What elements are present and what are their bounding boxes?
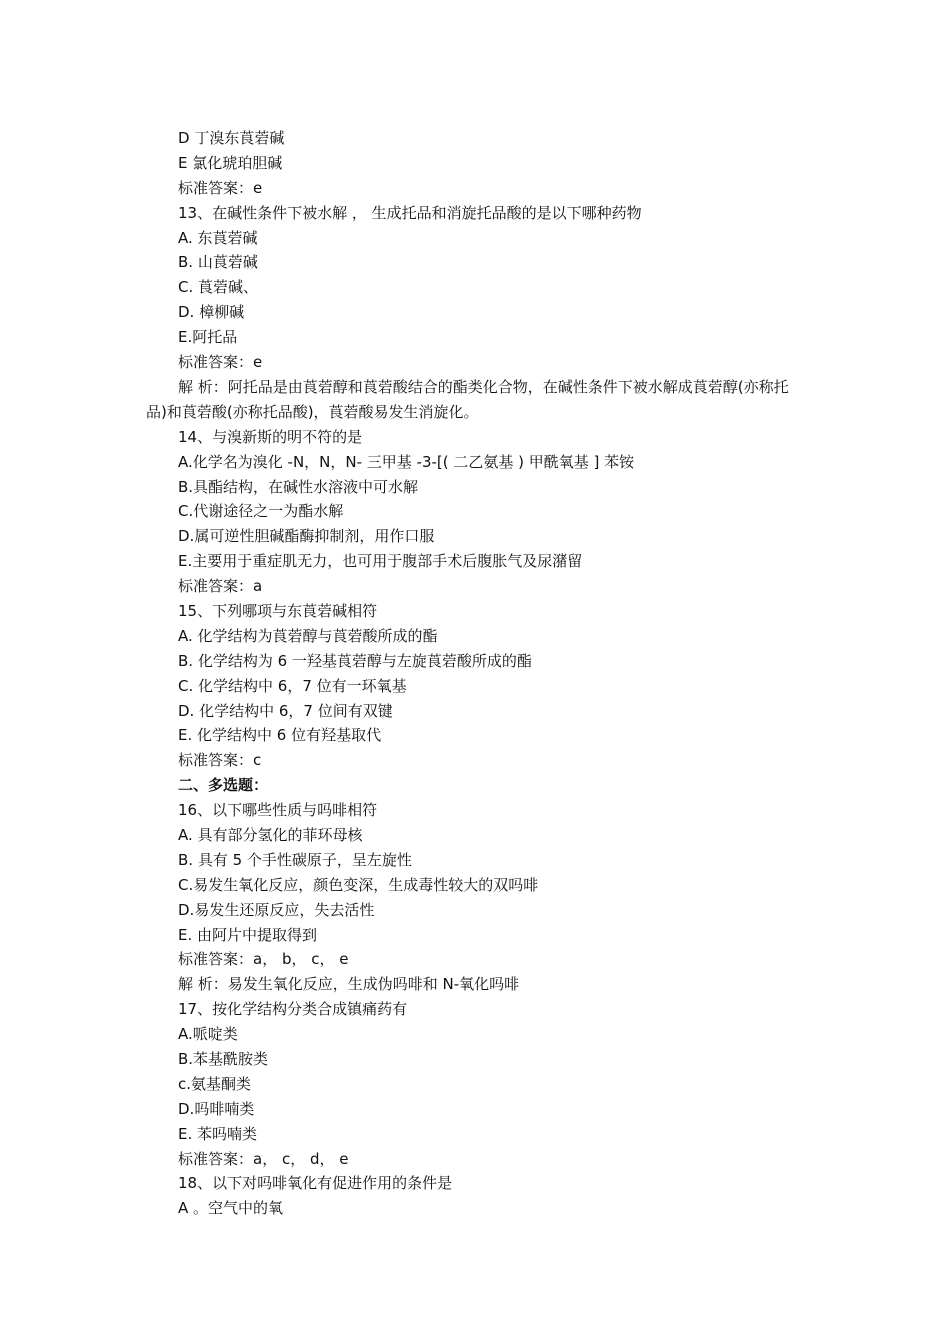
option-line: D.易发生还原反应，失去活性 [178,900,375,919]
document-body [146,126,818,1221]
option-line: C.代谢途径之一为酯水解 [178,502,344,521]
option-line: C. 莨菪碱、 [178,278,259,297]
option-line: C.易发生氧化反应，颜色变深，生成毒性较大的双吗啡 [178,875,539,894]
option-line: B. 具有 5 个手性碳原子，呈左旋性 [178,850,412,869]
explanation-line: 解 析：易发生氧化反应，生成伪吗啡和 N-氧化吗啡 [178,975,520,994]
question-17: 17、按化学结构分类合成镇痛药有 [178,1000,408,1019]
section-heading: 二、多选题： [178,776,269,795]
option-line: c.氨基酮类 [178,1074,252,1093]
option-line: B.苯基酰胺类 [178,1049,269,1068]
option-line: A 。空气中的氧 [178,1199,284,1218]
option-line: E.阿托品 [178,328,238,347]
question-13: 13、在碱性条件下被水解 ， 生成托品和消旋托品酸的是以下哪种药物 [178,203,642,222]
answer-line: 标准答案：e [178,178,263,197]
option-line: B.具酯结构，在碱性水溶液中可水解 [178,477,419,496]
option-line: B. 化学结构为 6 一羟基莨菪醇与左旋莨菪酸所成的酯 [178,651,532,670]
explanation-paragraph: 解 析：阿托品是由莨菪醇和莨菪酸结合的酯类化合物，在碱性条件下被水解成莨菪醇(亦称托品)和莨菪酸(亦称托品酸)，莨菪酸易发生消旋化。 [146,377,789,421]
question-14: 14、与溴新斯的明不符的是 [178,427,363,446]
option-line: C. 化学结构中 6，7 位有一环氧基 [178,676,407,695]
option-line: D.吗啡喃类 [178,1099,255,1118]
option-line: A. 具有部分氢化的菲环母核 [178,825,363,844]
option-line: A. 化学结构为莨菪醇与莨菪酸所成的酯 [178,626,438,645]
option-line: D. 化学结构中 6，7 位间有双键 [178,701,393,720]
option-line: E. 化学结构中 6 位有羟基取代 [178,726,382,745]
option-line: E 氯化琥珀胆碱 [178,153,283,172]
option-line: D. 樟柳碱 [178,303,245,322]
question-18: 18、以下对吗啡氧化有促进作用的条件是 [178,1174,453,1193]
option-line: B. 山莨菪碱 [178,253,258,272]
answer-line: 标准答案：a， b， c， e [178,950,349,969]
option-line: A.化学名为溴化 -N，N，N- 三甲基 -3-[( 二乙氨基 ) 甲酰氧基 ] 苯铵 [178,452,635,471]
option-line: A. 东莨菪碱 [178,228,258,247]
question-16: 16、以下哪些性质与吗啡相符 [178,801,378,820]
option-line: A.哌啶类 [178,1025,238,1044]
answer-line: 标准答案：a [178,577,263,596]
option-line: E.主要用于重症肌无力，也可用于腹部手术后腹胀气及尿潴留 [178,552,583,571]
option-line: E. 苯吗喃类 [178,1124,258,1143]
option-line: D 丁溴东莨菪碱 [178,129,285,147]
question-15: 15、下列哪项与东莨菪碱相符 [178,601,378,620]
answer-line: 标准答案：c [178,751,262,770]
answer-line: 标准答案：e [178,353,263,372]
option-line: D.属可逆性胆碱酯酶抑制剂，用作口服 [178,527,435,546]
answer-line: 标准答案：a， c， d， e [178,1149,349,1168]
option-line: E. 由阿片中提取得到 [178,925,318,944]
